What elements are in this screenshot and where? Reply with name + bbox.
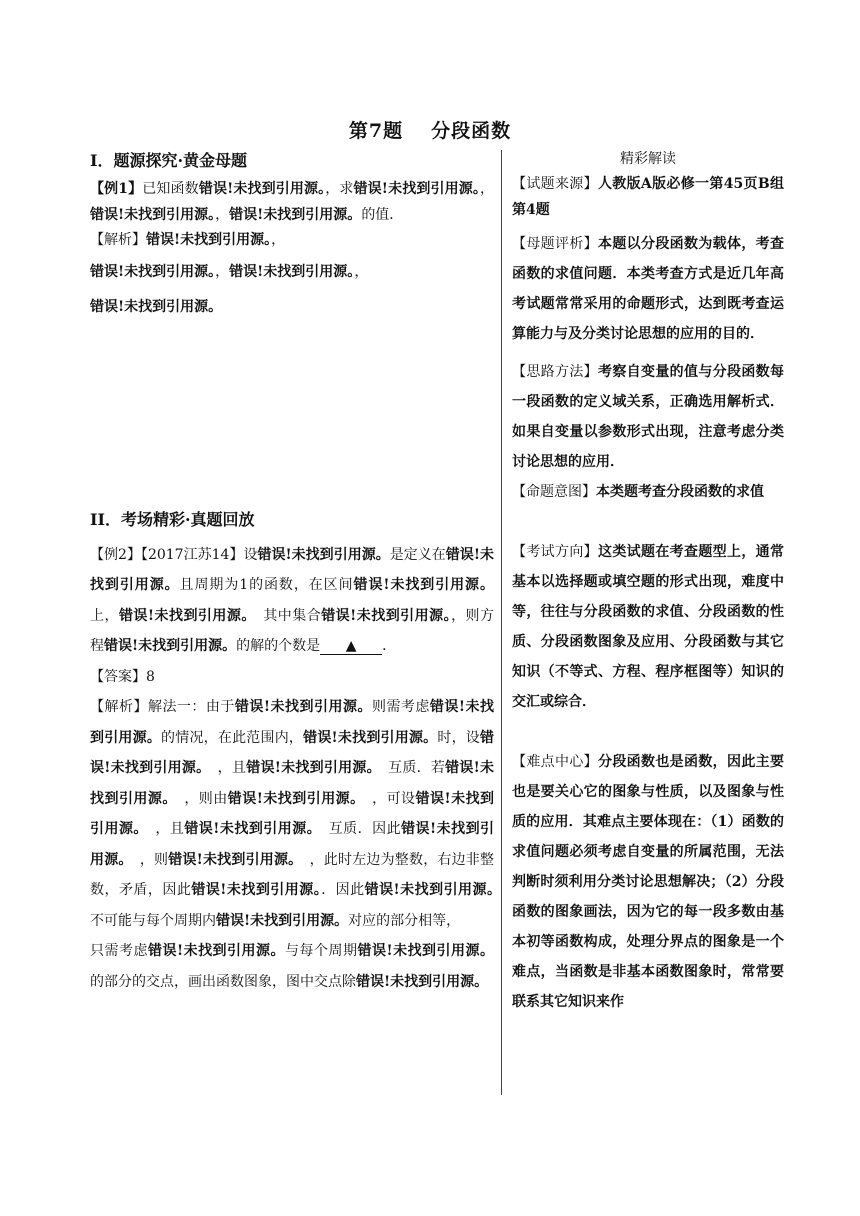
analysis-2: 【解析】解法一：由于错误!未找到引用源。则需考虑错误!未找到引用源。的情况，在此范围内，错误!未找到引用源。时，设错误!未找到引用源。 ，且错误!未找到引用源。 互质．若错误!未找到引用源。 ，则由错误!未找到引用源。 ，可设错误!未找到引用源。 ，且错误!未找到引用源。 互质．因此错误!未找到引用源。 ，则错误!未找到引用源。 ，此时左边为整数，右边非整数，矛盾，因此错误!未找到引用源。．因此错误!未找到引用源。 不可能与每个周期内错误!未找到引用源。对应的部分相等， [90,699,495,929]
mother-analysis-tag: 【母题评析】 [512,236,598,252]
reference-error-text: 错误!未找到引用源。 [104,638,237,654]
right-column [512,148,784,1017]
title-number: 第7题 [348,120,404,142]
analysis-1-line-3 [90,295,494,321]
reference-error-text: 错误!未找到引用源。 [227,790,358,807]
reference-error-text: 错误!未找到引用源。 [364,882,495,898]
direction-tag: 【考试方向】 [512,544,598,560]
reference-error-text: 错误!未找到引用源。 [303,729,438,746]
reference-error-text: 错误!未找到引用源。 [257,546,390,563]
method-tag: 【思路方法】 [512,364,598,380]
source-note: 【试题来源】人教版A版必修一第45页B组第4题 [512,176,784,218]
example-1: 【例1】已知函数错误!未找到引用源。，求错误!未找到引用源。，错误!未找到引用源。，错误!未找到引用源。的值． [90,181,495,223]
difficulty-note: 【难点中心】分段函数也是函数，因此主要也是要关心它的图象与性质，以及图象与性质的应用．其难点主要体现在：（1）函数的求值问题必须考虑自变量的所属范围，无法判断时须利用分类讨论思想解决；（2）分段函数的图象画法，因为它的每一段多数由基本初等函数构成，处理分界点的图象是一个难点，当函数是非基本函数图象时，常常要联系其它知识来作 [512,754,784,1010]
reference-error-text: 错误!未找到引用源。 [191,882,322,898]
reference-error-text: 错误!未找到引用源。 [353,181,481,197]
reference-error-text: 错误!未找到引用源。 [353,577,494,593]
analysis-1-line-2: 错误!未找到引用源。，错误!未找到引用源。， [90,263,369,280]
title-text: 分段函数 [431,120,512,142]
page-title [0,116,860,143]
reference-error-text: 错误!未找到引用源。 [198,181,326,197]
reference-error-text: 错误!未找到引用源。 [118,607,249,624]
example-2-source: 【2017江苏14】 [140,546,244,563]
answer-tag: 【答案】 [90,668,146,685]
reference-error-text: 错误!未找到引用源。 [229,263,355,280]
reference-error-text: 错误!未找到引用源。 [90,729,495,776]
intent-tag: 【命题意图】 [512,484,596,500]
reference-error-text: 错误!未找到引用源。 [90,790,495,837]
reference-error-text: 错误!未找到引用源。 [246,760,374,776]
column-divider [501,150,502,1095]
section-heading-1: I．题源探究·黄金母题 [90,151,248,170]
analysis-1-tag: 【解析】 [90,232,146,248]
answer [90,662,494,693]
example-2: 【例2】【2017江苏14】设错误!未找到引用源。是定义在错误!未找到引用源。且周期为1的函数，在区间错误!未找到引用源。上，错误!未找到引用源。 其中集合错误!未找到引用源。，则方程错误!未找到引用源。的解的个数是 ▲ ． [90,546,495,654]
analysis-1: 【解析】错误!未找到引用源。， [90,232,286,248]
intent-note: 【命题意图】本类题考查分段函数的求值 [512,484,764,500]
reference-error-text: 错误!未找到引用源。 [229,206,362,223]
reference-error-text: 错误!未找到引用源。 [356,973,489,990]
reference-error-text: 错误!未找到引用源。 [90,546,494,593]
reference-error-text: 错误!未找到引用源。 [90,760,495,807]
answer-blank: ▲ [320,638,382,655]
reference-error-text: 错误!未找到引用源。 [90,299,223,315]
reference-error-text: 错误!未找到引用源。 [90,699,495,746]
reference-error-text: 错误!未找到引用源。 [90,263,216,280]
reference-error-text: 错误!未找到引用源。 [357,943,495,959]
sidebar-heading: 精彩解读 [620,151,676,167]
reference-error-text: 错误!未找到引用源。 [216,912,349,929]
reference-error-text: 错误!未找到引用源。 [234,699,372,715]
left-column [90,148,494,997]
reference-error-text: 错误!未找到引用源。 [168,851,296,868]
method-note: 【思路方法】考察自变量的值与分段函数每一段函数的定义域关系，正确选用解析式．如果自变量以参数形式出现，注意考虑分类讨论思想的应用． [512,364,784,470]
mother-analysis: 【母题评析】本题以分段函数为载体，考查函数的求值问题．本类考查方式是近几年高考试题常常采用的命题形式，达到既考查运算能力与及分类讨论思想的应用的目的． [512,236,784,342]
source-tag: 【试题来源】 [512,176,598,192]
example-2-tag: 【例2】 [90,546,141,563]
reference-error-text: 错误!未找到引用源。 [184,821,315,837]
reference-error-text: 错误!未找到引用源。 [147,943,286,959]
section-heading-2: II．考场精彩·真题回放 [90,509,255,529]
difficulty-tag: 【难点中心】 [512,754,598,770]
example-1-tag: 【例1】 [90,181,143,197]
analysis-2-continued: 只需考虑错误!未找到引用源。与每个周期错误!未找到引用源。的部分的交点，画出函数图象，图中交点除错误!未找到引用源。 [90,943,495,990]
reference-error-text: 错误!未找到引用源。 [90,821,495,868]
reference-error-text: 错误!未找到引用源。 [90,206,216,223]
analysis-2-tag: 【解析】 [90,699,148,715]
direction-note: 【考试方向】这类试题在考查题型上，通常基本以选择题或填空题的形式出现，难度中等，往往与分段函数的求值、分段函数的性质、分段函数图象及应用、分段函数与其它知识（不等式、方程、程序框图等）知识的交汇或综合． [512,544,784,710]
reference-error-text: 错误!未找到引用源。 [146,232,272,248]
reference-error-text: 错误!未找到引用源。 [321,607,452,624]
answer-value: 8 [146,668,155,685]
